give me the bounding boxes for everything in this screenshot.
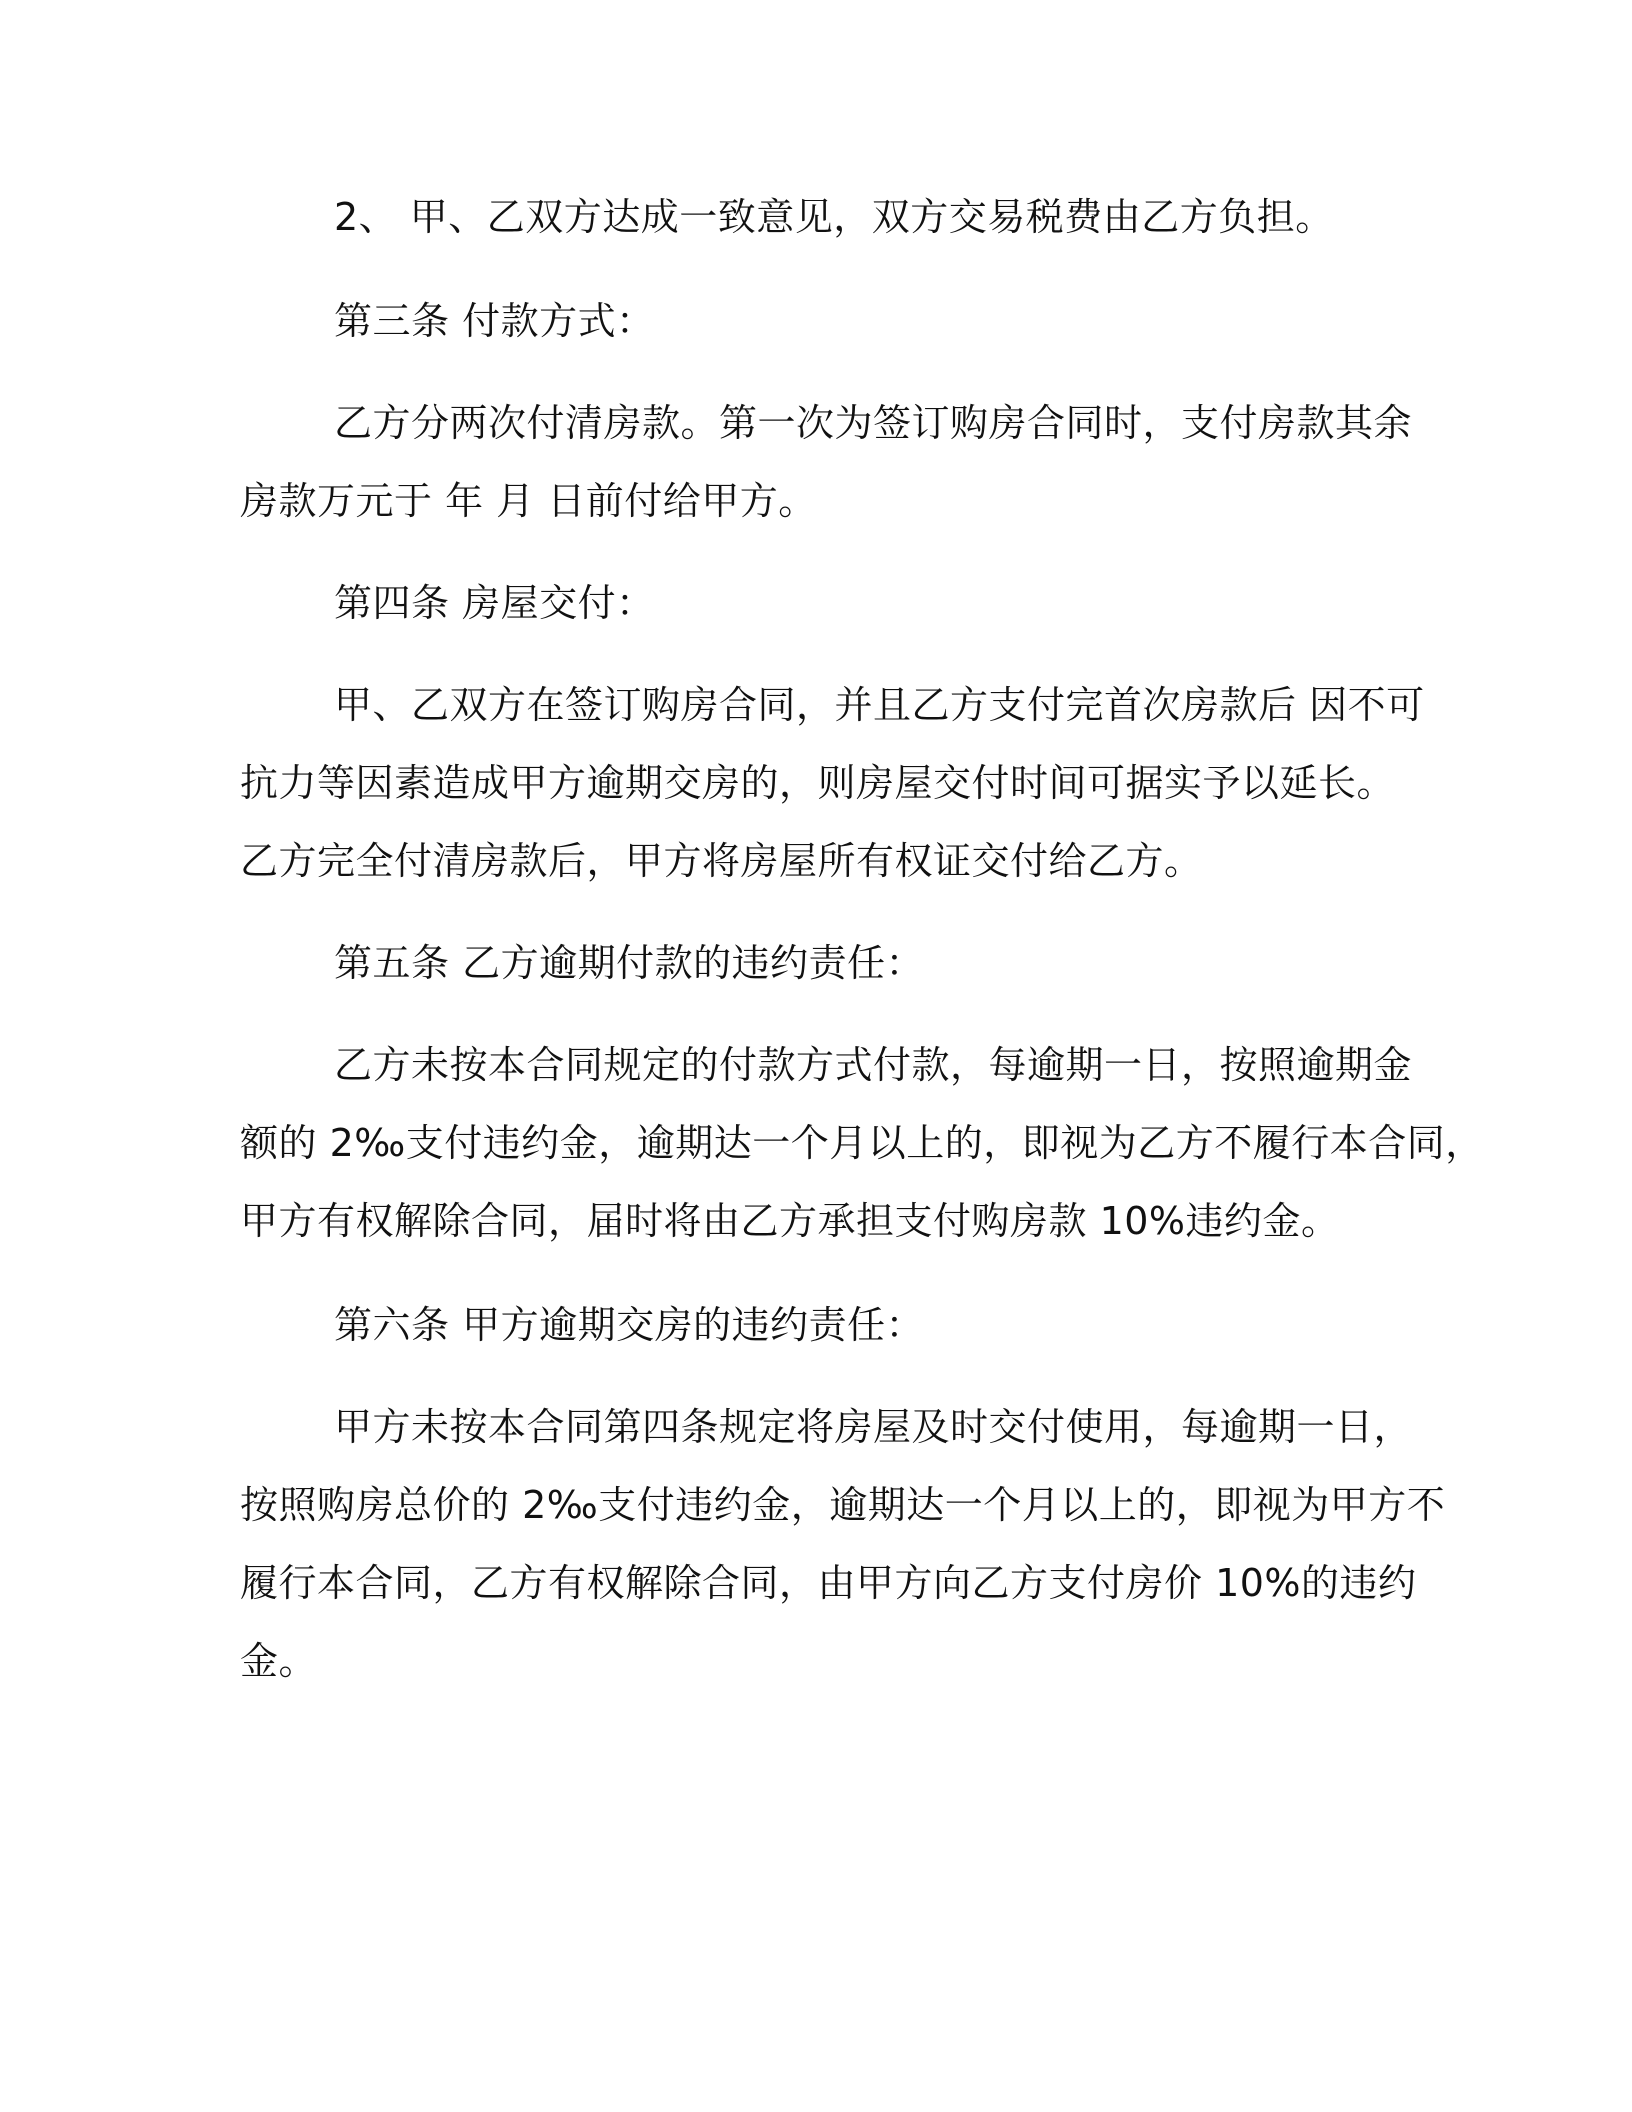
- article-5-line-3: 甲方有权解除合同，届时将由乙方承担支付购房款 10%违约金。: [240, 1199, 1340, 1243]
- article-5-line-2: 额的 2‰支付违约金，逾期达一个月以上的，即视为乙方不履行本合同，: [240, 1121, 1484, 1165]
- article-4-line-1: 甲、乙双方在签订购房合同，并且乙方支付完首次房款后 因不可: [334, 683, 1425, 727]
- article-4-line-3: 乙方完全付清房款后，甲方将房屋所有权证交付给乙方。: [240, 839, 1203, 883]
- article-5-line-1: 乙方未按本合同规定的付款方式付款，每逾期一日，按照逾期金: [334, 1043, 1413, 1087]
- article-4-heading: 第四条 房屋交付：: [334, 581, 655, 625]
- article-6-line-2: 按照购房总价的 2‰支付违约金，逾期达一个月以上的，即视为甲方不: [240, 1483, 1446, 1527]
- article-3-line-1: 乙方分两次付清房款。第一次为签订购房合同时，支付房款其余: [334, 401, 1413, 445]
- article-3-line-2: 房款万元于 年 月 日前付给甲方。: [240, 479, 817, 523]
- article-6-line-4: 金。: [240, 1639, 318, 1683]
- item-2-taxes: 2、 甲、乙双方达成一致意见，双方交易税费由乙方负担。: [334, 195, 1334, 239]
- article-6-line-3: 履行本合同，乙方有权解除合同，由甲方向乙方支付房价 10%的违约: [240, 1561, 1417, 1605]
- article-4-line-2: 抗力等因素造成甲方逾期交房的，则房屋交付时间可据实予以延长。: [240, 761, 1396, 805]
- article-6-line-1: 甲方未按本合同第四条规定将房屋及时交付使用，每逾期一日，: [334, 1405, 1413, 1449]
- article-3-heading: 第三条 付款方式：: [334, 299, 655, 343]
- article-6-heading: 第六条 甲方逾期交房的违约责任：: [334, 1303, 925, 1347]
- article-5-heading: 第五条 乙方逾期付款的违约责任：: [334, 941, 925, 985]
